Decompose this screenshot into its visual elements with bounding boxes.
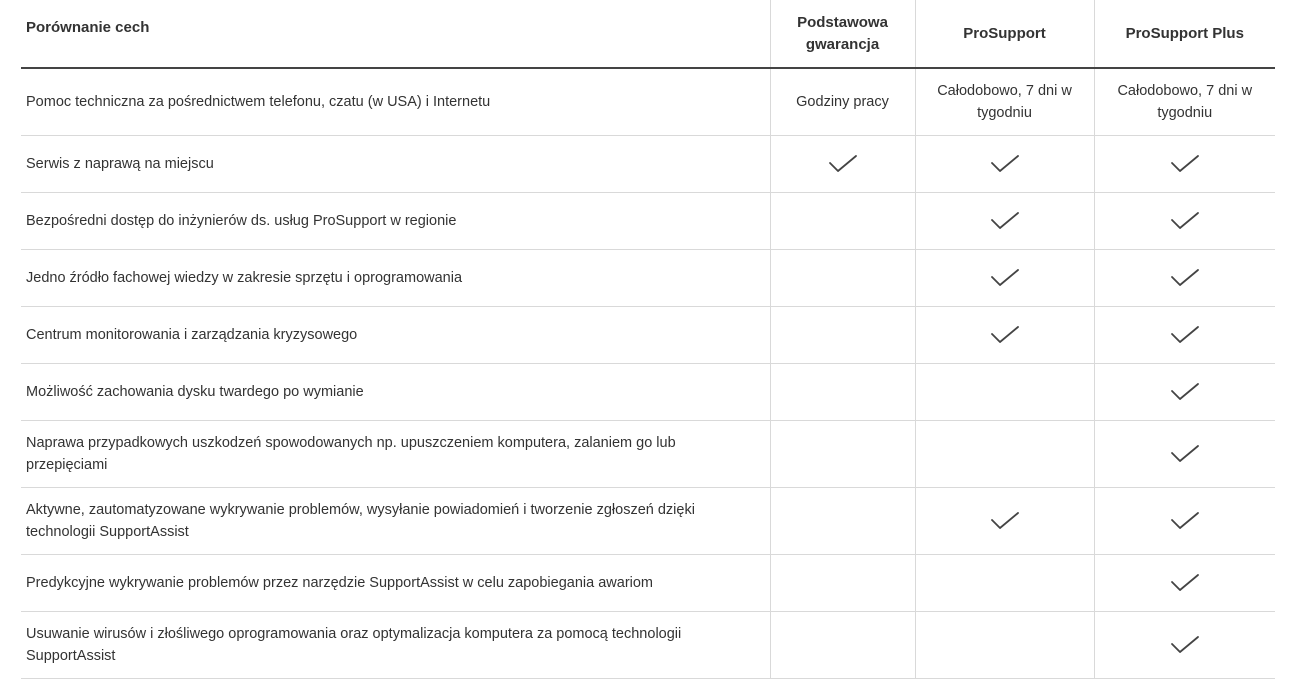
header-plan-basic-warranty <box>770 0 915 68</box>
value-cell-prosupport-plus <box>1094 421 1275 488</box>
checkmark-icon <box>1170 634 1200 656</box>
header-plan-prosupport-plus <box>1094 0 1275 68</box>
table-row <box>21 364 1275 421</box>
header-plan-prosupport <box>915 0 1094 68</box>
checkmark-icon <box>1170 381 1200 403</box>
table-row <box>21 307 1275 364</box>
value-cell-prosupport-plus <box>1094 364 1275 421</box>
value-cell-prosupport-plus <box>1094 136 1275 193</box>
value-cell-prosupport <box>915 612 1094 679</box>
value-text: Całodobowo, 7 dni w tygodniu <box>1117 83 1253 121</box>
checkmark-icon <box>1170 267 1200 289</box>
value-cell-prosupport-plus <box>1094 612 1275 679</box>
feature-cell: Usuwanie wirusów i złośliwego oprogramowania oraz optymalizacja komputera za pomocą technologii SupportAssist <box>21 612 770 679</box>
header-feature-label: Porównanie cech <box>26 18 150 36</box>
checkmark-icon <box>990 210 1020 232</box>
header-row <box>21 0 1275 68</box>
table-row <box>21 612 1275 679</box>
value-cell-prosupport-plus <box>1094 488 1275 555</box>
header-feature-comparison <box>21 0 770 68</box>
checkmark-icon <box>990 324 1020 346</box>
checkmark-icon <box>990 153 1020 175</box>
comparison-table-container <box>21 0 1275 679</box>
value-cell-prosupport <box>915 364 1094 421</box>
feature-cell: Jedno źródło fachowej wiedzy w zakresie sprzętu i oprogramowania <box>21 250 770 307</box>
table-row <box>21 421 1275 488</box>
value-cell-prosupport-plus <box>1094 68 1275 136</box>
value-cell-prosupport-plus <box>1094 193 1275 250</box>
table-row <box>21 68 1275 136</box>
value-cell-prosupport <box>915 250 1094 307</box>
checkmark-icon <box>1170 153 1200 175</box>
checkmark-icon <box>1170 324 1200 346</box>
table-row <box>21 250 1275 307</box>
feature-cell: Naprawa przypadkowych uszkodzeń spowodowanych np. upuszczeniem komputera, zalaniem go lub przepięciami <box>21 421 770 488</box>
table-row <box>21 136 1275 193</box>
header-plan-label: ProSupport <box>963 24 1046 42</box>
table-row <box>21 488 1275 555</box>
header-plan-label: ProSupport Plus <box>1125 24 1244 42</box>
value-text: Całodobowo, 7 dni w tygodniu <box>937 83 1072 121</box>
checkmark-icon <box>1170 443 1200 465</box>
checkmark-icon <box>828 153 858 175</box>
value-cell-basic-warranty <box>770 136 915 193</box>
header-plan-label: Podstawowa gwarancja <box>797 13 888 53</box>
feature-cell: Aktywne, zautomatyzowane wykrywanie problemów, wysyłanie powiadomień i tworzenie zgłoszeń dzięki technologii SupportAssist <box>21 488 770 555</box>
value-cell-basic-warranty <box>770 307 915 364</box>
value-cell-prosupport <box>915 555 1094 612</box>
feature-cell: Centrum monitorowania i zarządzania kryzysowego <box>21 307 770 364</box>
table-body <box>21 68 1275 679</box>
checkmark-icon <box>1170 572 1200 594</box>
value-cell-prosupport <box>915 68 1094 136</box>
feature-cell: Pomoc techniczna za pośrednictwem telefonu, czatu (w USA) i Internetu <box>21 68 770 136</box>
value-cell-basic-warranty <box>770 555 915 612</box>
checkmark-icon <box>1170 510 1200 532</box>
feature-cell: Bezpośredni dostęp do inżynierów ds. usług ProSupport w regionie <box>21 193 770 250</box>
table-row <box>21 555 1275 612</box>
value-cell-basic-warranty <box>770 68 915 136</box>
feature-cell: Możliwość zachowania dysku twardego po wymianie <box>21 364 770 421</box>
value-cell-prosupport <box>915 136 1094 193</box>
feature-comparison-table <box>21 0 1275 679</box>
value-cell-basic-warranty <box>770 488 915 555</box>
value-cell-basic-warranty <box>770 193 915 250</box>
value-cell-prosupport-plus <box>1094 555 1275 612</box>
checkmark-icon <box>1170 210 1200 232</box>
table-header <box>21 0 1275 68</box>
feature-cell: Serwis z naprawą na miejscu <box>21 136 770 193</box>
value-cell-prosupport <box>915 421 1094 488</box>
checkmark-icon <box>990 510 1020 532</box>
value-cell-basic-warranty <box>770 612 915 679</box>
value-cell-basic-warranty <box>770 421 915 488</box>
value-cell-basic-warranty <box>770 250 915 307</box>
value-cell-basic-warranty <box>770 364 915 421</box>
value-cell-prosupport <box>915 488 1094 555</box>
value-text: Godziny pracy <box>796 94 889 110</box>
value-cell-prosupport-plus <box>1094 250 1275 307</box>
value-cell-prosupport <box>915 307 1094 364</box>
checkmark-icon <box>990 267 1020 289</box>
table-row <box>21 193 1275 250</box>
value-cell-prosupport <box>915 193 1094 250</box>
feature-cell: Predykcyjne wykrywanie problemów przez narzędzie SupportAssist w celu zapobiegania awariom <box>21 555 770 612</box>
value-cell-prosupport-plus <box>1094 307 1275 364</box>
